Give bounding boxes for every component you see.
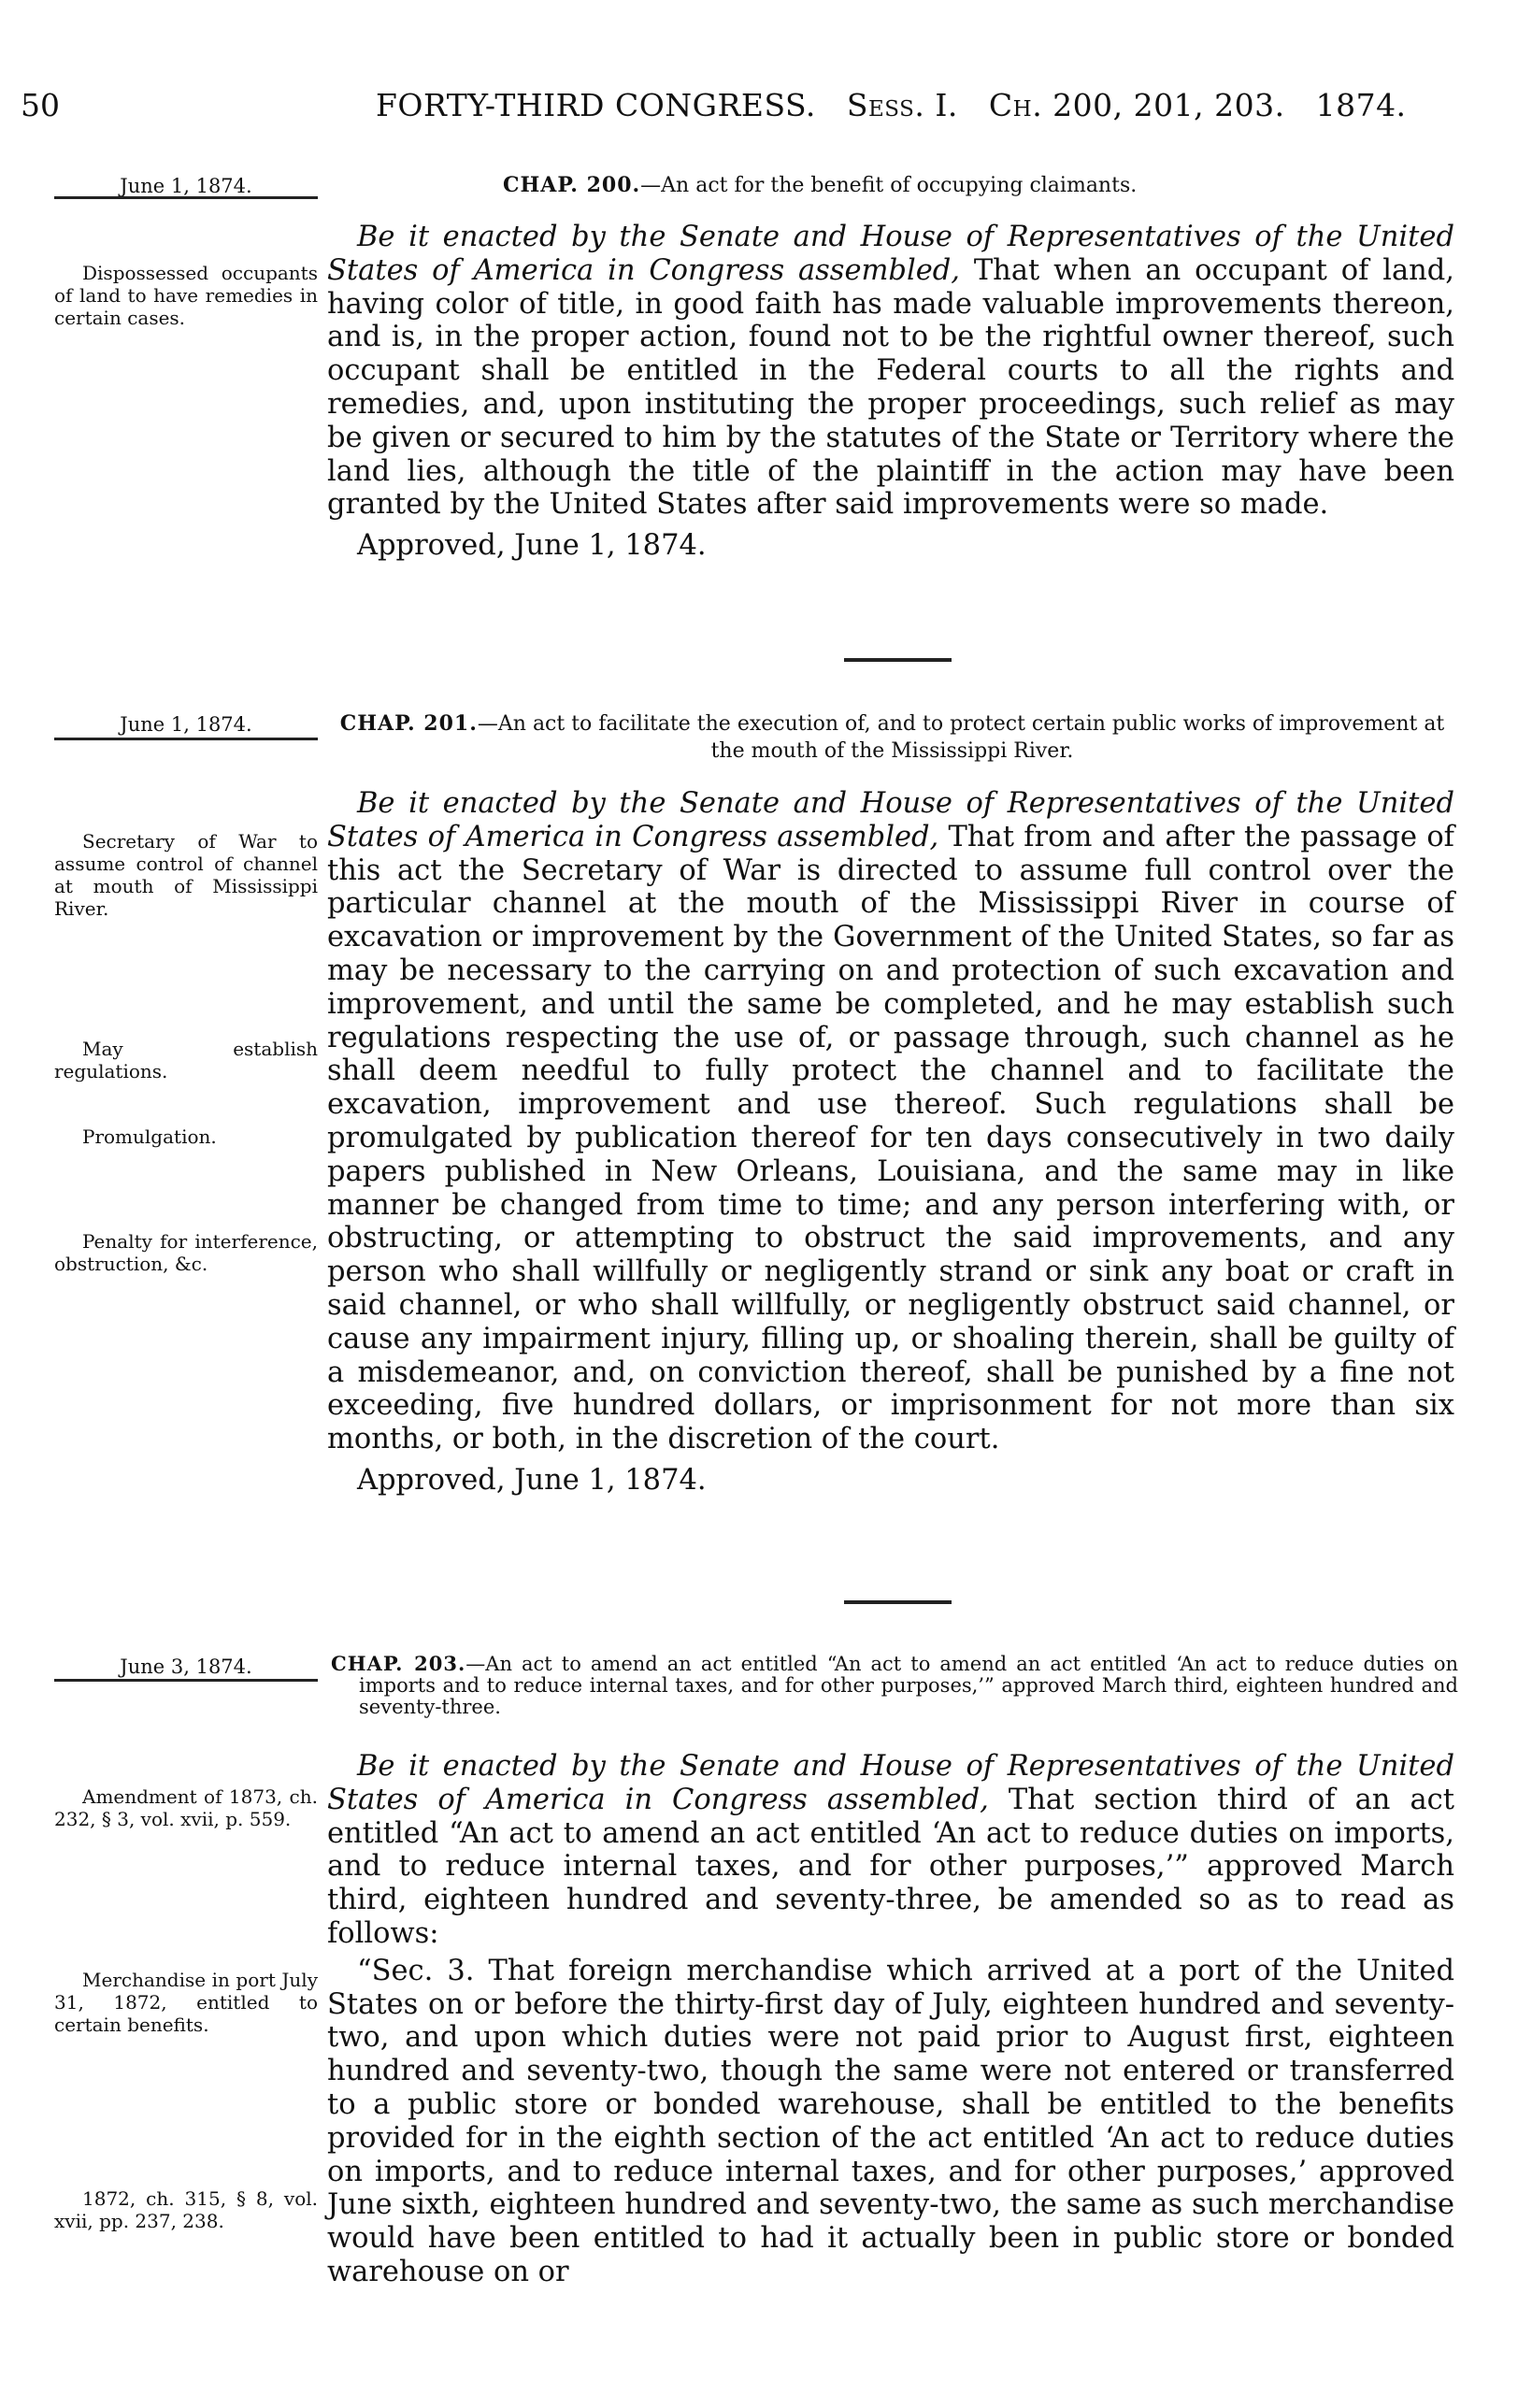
year-label: 1874. <box>1315 87 1407 123</box>
chapter-label: CHAP. 200. <box>503 173 641 197</box>
margin-note: 1872, ch. 315, § 8, vol. xvii, pp. 237, 238. <box>54 2187 318 2232</box>
chapter-title-text: —An act to amend an act entitled “An act to amend an act entitled ‘An act to reduce duties on imports and to reduce internal taxes, and for other purposes,’” approved March third, eighteen hundred and seventy-three. <box>359 1653 1458 1718</box>
running-head-title <box>376 82 1407 129</box>
section-separator <box>844 658 952 662</box>
section-text: “Sec. 3. That foreign merchandise which arrived at a port of the United States on or before the thirty-first day of July, eighteen hundred and seventy-two, and upon which duties were not paid prior to August first, eighteen hundred and seventy-two, though the same were not entered or transferred to a public store or bonded warehouse, shall be entitled to the benefits provided for in the eighth section of the act entitled ‘An act to reduce duties on imports, and to reduce internal taxes, and for other purposes,’ approved June sixth, eighteen hundred and seventy-two, the same as such merchandise would have been entitled to had it actually been in public store or bonded warehouse on or <box>327 1954 1454 2288</box>
margin-note: Dispossessed occupants of land to have remedies in certain cases. <box>54 262 318 329</box>
congress-title: FORTY-THIRD CONGRESS. <box>376 87 816 123</box>
chapter-body-paragraph <box>327 787 1454 1456</box>
chapter-date: June 1, 1874. <box>120 713 252 736</box>
date-underline <box>54 738 318 740</box>
chapter-body-paragraph <box>327 221 1454 522</box>
enacting-clause: Be it enacted by the Senate and House of Representatives of the United States of America in Congress assembled, <box>327 1750 1454 1816</box>
date-underline <box>54 1679 318 1682</box>
chapter-label: CHAP. 201. <box>339 711 478 736</box>
chapter-body <box>327 1750 1454 2289</box>
approval-line: Approved, June 1, 1874. <box>357 529 707 563</box>
chapter-title-text: —An act for the benefit of occupying claimants. <box>640 174 1138 197</box>
chapter-body <box>327 221 1454 563</box>
chapter-body-paragraph <box>327 1750 1454 1951</box>
approval-line: Approved, June 1, 1874. <box>357 1463 707 1497</box>
margin-note: Promulgation. <box>82 1125 217 1148</box>
chapter-title <box>329 710 1455 765</box>
running-head <box>21 82 1460 129</box>
chapters-label: Ch. 200, 201, 203. <box>988 87 1285 123</box>
section-separator <box>844 1600 952 1604</box>
chapter-title-text: —An act to facilitate the execution of, and to protect certain public works of improvement at the mouth of the Mississippi River. <box>477 712 1445 763</box>
date-underline <box>54 196 318 199</box>
chapter-date: June 1, 1874. <box>120 175 252 197</box>
chapter-title <box>503 172 1438 199</box>
chapter-label: CHAP. 203. <box>331 1652 466 1675</box>
margin-note: Secretary of War to assume control of channel at mouth of Mississippi River. <box>54 830 318 920</box>
margin-note: Merchandise in port July 31, 1872, entitled to certain benefits. <box>54 1969 318 2036</box>
margin-note: May establish regulations. <box>54 1038 318 1082</box>
body-text: That section third of an act entitled “An act to amend an act entitled ‘An act to reduce duties on imports, and to reduce internal taxes, and for other purposes,’” approved March third, eighteen hundred and seventy-three, be amended so as to read as follows: <box>327 1783 1454 1950</box>
margin-note: Amendment of 1873, ch. 232, § 3, vol. xvii, p. 559. <box>54 1785 318 1830</box>
enacting-clause: Be it enacted by the Senate and House of Representatives of the United States of America in Congress assembled, <box>327 221 1454 287</box>
session-label: Sess. I. <box>846 87 958 123</box>
chapter-body <box>327 787 1454 1498</box>
chapter-title <box>331 1653 1458 1718</box>
page-number: 50 <box>21 87 60 123</box>
enacting-clause: Be it enacted by the Senate and House of Representatives of the United States of America in Congress assembled, <box>327 787 1454 853</box>
body-text: That when an occupant of land, having color of title, in good faith has made valuable improvements thereon, and is, in the proper action, found not to be the rightful owner thereof, such occupant shall be entitled in the Federal courts to all the rights and remedies, and, upon instituting the proper proceedings, such relief as may be given or secured to him by the statutes of the State or Territory where the land lies, although the title of the plaintiff in the action may have been granted by the United States after said improvements were so made. <box>327 253 1454 522</box>
body-text: That from and after the passage of this act the Secretary of War is directed to assume full control over the particular channel at the mouth of the Mississippi River in course of excavation or improvement by the Government of the United States, so far as may be necessary to the carrying on and protection of such excavation and improvement, and until the same be completed, and he may establish such regulations respecting the use of, or passage through, such channel as he shall deem needful to fully protect the channel and to facilitate the excavation, improvement and use thereof. Such regulations shall be promulgated by publication thereof for ten days consecutively in two daily papers published in New Orleans, Louisiana, and the same may in like manner be changed from time to time; and any person interfering with, or obstructing, or attempting to obstruct the said improvements, and any person who shall willfully or negligently strand or sink any boat or craft in said channel, or who shall willfully, or negligently obstruct said channel, or cause any impairment injury, filling up, or shoaling therein, shall be guilty of a misdemeanor, and, on conviction thereof, shall be punished by a fine not exceeding, five hundred dollars, or imprisonment for not more than six months, or both, in the discretion of the court. <box>327 820 1454 1456</box>
chapter-date: June 3, 1874. <box>120 1656 252 1678</box>
margin-note: Penalty for interference, obstruction, &c. <box>54 1230 318 1275</box>
